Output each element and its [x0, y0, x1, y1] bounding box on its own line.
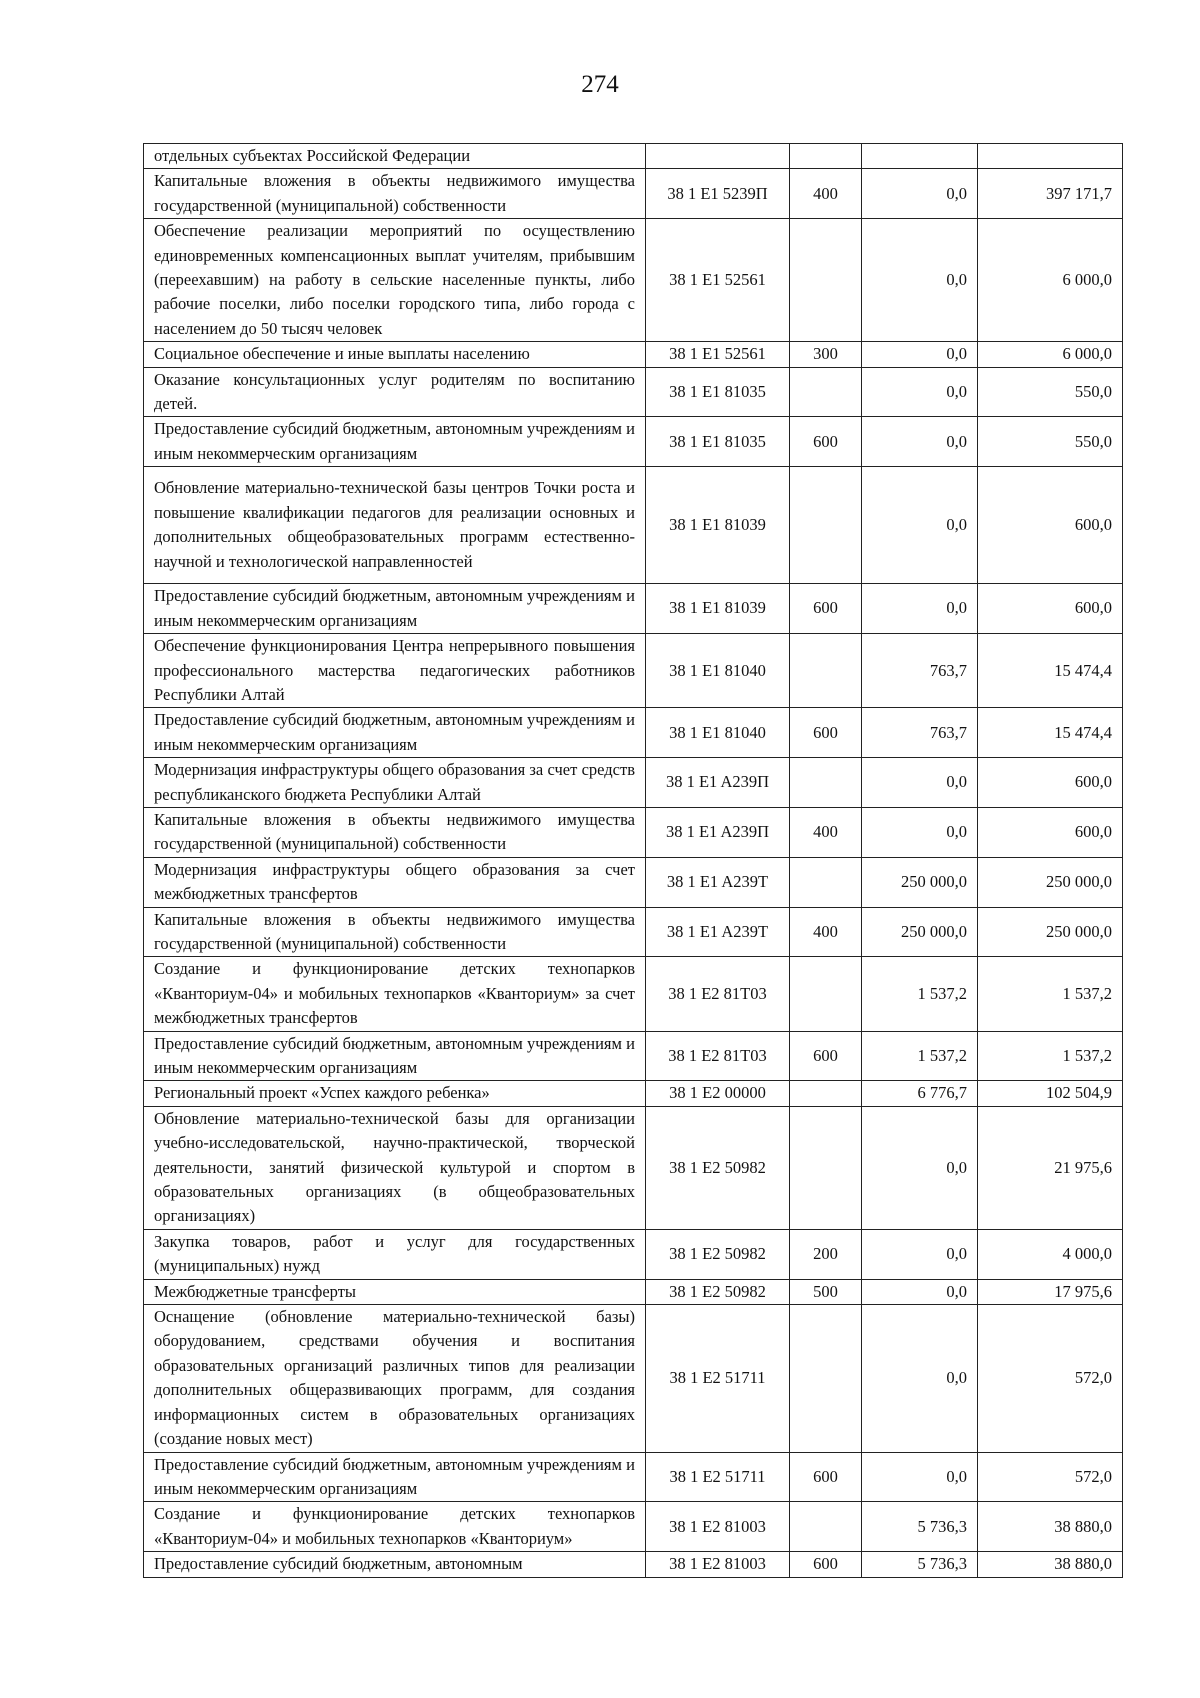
table-row: [144, 1502, 1123, 1552]
row-expense-type: 600: [790, 1452, 862, 1502]
row-amount-1: 0,0: [862, 467, 978, 584]
table-row: [144, 758, 1123, 808]
table-row: [144, 807, 1123, 857]
row-amount-2: 15 474,4: [978, 634, 1123, 708]
row-amount-1: 1 537,2: [862, 1031, 978, 1081]
row-amount-1: 250 000,0: [862, 907, 978, 957]
row-expense-type: [790, 1305, 862, 1452]
row-amount-2: 550,0: [978, 417, 1123, 467]
row-code: [646, 144, 790, 169]
budget-table-body: [144, 144, 1123, 1578]
row-expense-type: [790, 857, 862, 907]
row-name: Создание и функционирование детских технопарков «Кванториум-04» и мобильных технопарков «Кванториум»: [144, 1502, 646, 1552]
row-expense-type: 600: [790, 708, 862, 758]
row-code: 38 1 E1 A239T: [646, 907, 790, 957]
row-code: 38 1 E2 50982: [646, 1229, 790, 1279]
row-amount-1: 250 000,0: [862, 857, 978, 907]
row-name: Оказание консультационных услуг родителям по воспитанию детей.: [144, 367, 646, 417]
row-amount-1: 763,7: [862, 708, 978, 758]
row-name: Межбюджетные трансферты: [144, 1279, 646, 1304]
row-expense-type: 300: [790, 342, 862, 367]
row-code: 38 1 E2 81003: [646, 1502, 790, 1552]
table-row: [144, 417, 1123, 467]
row-code: 38 1 E1 52561: [646, 342, 790, 367]
row-amount-1: 0,0: [862, 169, 978, 219]
row-amount-1: 5 736,3: [862, 1552, 978, 1577]
row-name: Обновление материально-технической базы центров Точки роста и повышение квалификации педагогов для реализации основных и дополнительных общеобразовательных программ естественно-научной и технологической направленностей: [144, 467, 646, 584]
row-code: 38 1 E2 50982: [646, 1279, 790, 1304]
budget-table: [143, 143, 1123, 1578]
row-amount-2: 1 537,2: [978, 1031, 1123, 1081]
table-row: [144, 1229, 1123, 1279]
table-row: [144, 1305, 1123, 1452]
row-code: 38 1 E1 5239П: [646, 169, 790, 219]
row-amount-2: 600,0: [978, 584, 1123, 634]
row-amount-2: 38 880,0: [978, 1552, 1123, 1577]
row-amount-2: 102 504,9: [978, 1081, 1123, 1106]
row-name: Региональный проект «Успех каждого ребенка»: [144, 1081, 646, 1106]
row-name: Капитальные вложения в объекты недвижимого имущества государственной (муниципальной) собственности: [144, 807, 646, 857]
row-amount-1: 0,0: [862, 758, 978, 808]
row-expense-type: [790, 634, 862, 708]
row-amount-2: 38 880,0: [978, 1502, 1123, 1552]
row-amount-2: 600,0: [978, 758, 1123, 808]
table-row: [144, 144, 1123, 169]
row-expense-type: [790, 1081, 862, 1106]
row-name: Предоставление субсидий бюджетным, автономным учреждениям и иным некоммерческим организациям: [144, 708, 646, 758]
row-code: 38 1 E2 51711: [646, 1452, 790, 1502]
row-expense-type: [790, 1502, 862, 1552]
row-amount-2: 550,0: [978, 367, 1123, 417]
row-code: 38 1 E1 81039: [646, 584, 790, 634]
row-amount-1: 6 776,7: [862, 1081, 978, 1106]
table-row: [144, 1452, 1123, 1502]
row-amount-2: 572,0: [978, 1305, 1123, 1452]
table-row: [144, 708, 1123, 758]
row-amount-2: 21 975,6: [978, 1106, 1123, 1229]
row-amount-1: [862, 144, 978, 169]
row-amount-1: 0,0: [862, 1305, 978, 1452]
row-name: Обновление материально-технической базы для организации учебно-исследовательской, научно-практической, творческой деятельности, занятий физической культурой и спортом в образовательных организациях (в общеобразовательных организациях): [144, 1106, 646, 1229]
row-amount-1: 0,0: [862, 1229, 978, 1279]
row-amount-1: 0,0: [862, 219, 978, 342]
row-expense-type: [790, 1106, 862, 1229]
row-amount-2: 4 000,0: [978, 1229, 1123, 1279]
table-row: [144, 1106, 1123, 1229]
row-amount-1: 5 736,3: [862, 1502, 978, 1552]
row-code: 38 1 E2 81T03: [646, 957, 790, 1031]
row-expense-type: 400: [790, 169, 862, 219]
row-amount-1: 0,0: [862, 584, 978, 634]
row-amount-2: 600,0: [978, 807, 1123, 857]
row-name: Предоставление субсидий бюджетным, автономным учреждениям и иным некоммерческим организациям: [144, 417, 646, 467]
row-amount-1: 0,0: [862, 807, 978, 857]
table-row: [144, 169, 1123, 219]
row-expense-type: 200: [790, 1229, 862, 1279]
table-row: [144, 219, 1123, 342]
row-amount-2: 250 000,0: [978, 907, 1123, 957]
row-name: Модернизация инфраструктуры общего образования за счет средств республиканского бюджета Республики Алтай: [144, 758, 646, 808]
row-expense-type: 600: [790, 417, 862, 467]
row-code: 38 1 E1 81039: [646, 467, 790, 584]
row-amount-1: 0,0: [862, 342, 978, 367]
row-code: 38 1 E1 52561: [646, 219, 790, 342]
row-code: 38 1 E1 A239T: [646, 857, 790, 907]
row-code: 38 1 E1 81040: [646, 634, 790, 708]
row-expense-type: 600: [790, 1552, 862, 1577]
row-name: Закупка товаров, работ и услуг для государственных (муниципальных) нужд: [144, 1229, 646, 1279]
row-name: Предоставление субсидий бюджетным, автономным учреждениям и иным некоммерческим организациям: [144, 1452, 646, 1502]
row-expense-type: 600: [790, 584, 862, 634]
row-amount-1: 0,0: [862, 1452, 978, 1502]
table-row: [144, 957, 1123, 1031]
row-name: Создание и функционирование детских технопарков «Кванториум-04» и мобильных технопарков «Кванториум» за счет межбюджетных трансфертов: [144, 957, 646, 1031]
table-row: [144, 1552, 1123, 1577]
table-row: [144, 1279, 1123, 1304]
row-code: 38 1 E1 A239П: [646, 758, 790, 808]
row-name: Капитальные вложения в объекты недвижимого имущества государственной (муниципальной) собственности: [144, 907, 646, 957]
row-code: 38 1 E2 51711: [646, 1305, 790, 1452]
row-amount-2: 15 474,4: [978, 708, 1123, 758]
table-row: [144, 342, 1123, 367]
row-amount-2: 250 000,0: [978, 857, 1123, 907]
row-name: Капитальные вложения в объекты недвижимого имущества государственной (муниципальной) собственности: [144, 169, 646, 219]
row-name: Обеспечение реализации мероприятий по осуществлению единовременных компенсационных выплат учителям, прибывшим (переехавшим) на работу в сельские населенные пункты, либо рабочие поселки, либо поселки городского типа, либо города с населением до 50 тысяч человек: [144, 219, 646, 342]
row-code: 38 1 E2 00000: [646, 1081, 790, 1106]
row-expense-type: [790, 367, 862, 417]
row-amount-2: 572,0: [978, 1452, 1123, 1502]
row-amount-2: 397 171,7: [978, 169, 1123, 219]
row-name: Социальное обеспечение и иные выплаты населению: [144, 342, 646, 367]
row-code: 38 1 E1 A239П: [646, 807, 790, 857]
row-amount-2: 600,0: [978, 467, 1123, 584]
row-amount-2: 17 975,6: [978, 1279, 1123, 1304]
row-expense-type: [790, 144, 862, 169]
row-code: 38 1 E2 50982: [646, 1106, 790, 1229]
row-amount-1: 1 537,2: [862, 957, 978, 1031]
table-row: [144, 1081, 1123, 1106]
row-expense-type: [790, 219, 862, 342]
row-expense-type: 500: [790, 1279, 862, 1304]
row-code: 38 1 E1 81040: [646, 708, 790, 758]
table-row: [144, 584, 1123, 634]
row-name: Предоставление субсидий бюджетным, автономным учреждениям и иным некоммерческим организациям: [144, 584, 646, 634]
row-name: Обеспечение функционирования Центра непрерывного повышения профессионального мастерства педагогических работников Республики Алтай: [144, 634, 646, 708]
row-expense-type: 600: [790, 1031, 862, 1081]
table-row: [144, 367, 1123, 417]
table-row: [144, 1031, 1123, 1081]
table-row: [144, 907, 1123, 957]
table-row: [144, 634, 1123, 708]
row-amount-2: 6 000,0: [978, 342, 1123, 367]
row-amount-1: 0,0: [862, 367, 978, 417]
table-row: [144, 467, 1123, 584]
row-amount-2: [978, 144, 1123, 169]
row-code: 38 1 E1 81035: [646, 367, 790, 417]
row-code: 38 1 E2 81003: [646, 1552, 790, 1577]
row-name: Предоставление субсидий бюджетным, автономным учреждениям и иным некоммерческим организациям: [144, 1031, 646, 1081]
row-expense-type: [790, 467, 862, 584]
row-amount-1: 0,0: [862, 1106, 978, 1229]
row-expense-type: [790, 957, 862, 1031]
row-amount-1: 0,0: [862, 417, 978, 467]
row-code: 38 1 E2 81T03: [646, 1031, 790, 1081]
page-number: 274: [581, 71, 619, 98]
row-amount-1: 0,0: [862, 1279, 978, 1304]
row-expense-type: 400: [790, 807, 862, 857]
row-name: Оснащение (обновление материально-технической базы) оборудованием, средствами обучения и воспитания образовательных организаций различных типов для реализации дополнительных общеразвивающих программ, для создания информационных систем в образовательных организациях (создание новых мест): [144, 1305, 646, 1452]
row-amount-1: 763,7: [862, 634, 978, 708]
row-name: отдельных субъектах Российской Федерации: [144, 144, 646, 169]
row-amount-2: 6 000,0: [978, 219, 1123, 342]
row-name: Модернизация инфраструктуры общего образования за счет межбюджетных трансфертов: [144, 857, 646, 907]
table-row: [144, 857, 1123, 907]
row-expense-type: 400: [790, 907, 862, 957]
row-amount-2: 1 537,2: [978, 957, 1123, 1031]
row-name: Предоставление субсидий бюджетным, автономным: [144, 1552, 646, 1577]
row-code: 38 1 E1 81035: [646, 417, 790, 467]
row-expense-type: [790, 758, 862, 808]
